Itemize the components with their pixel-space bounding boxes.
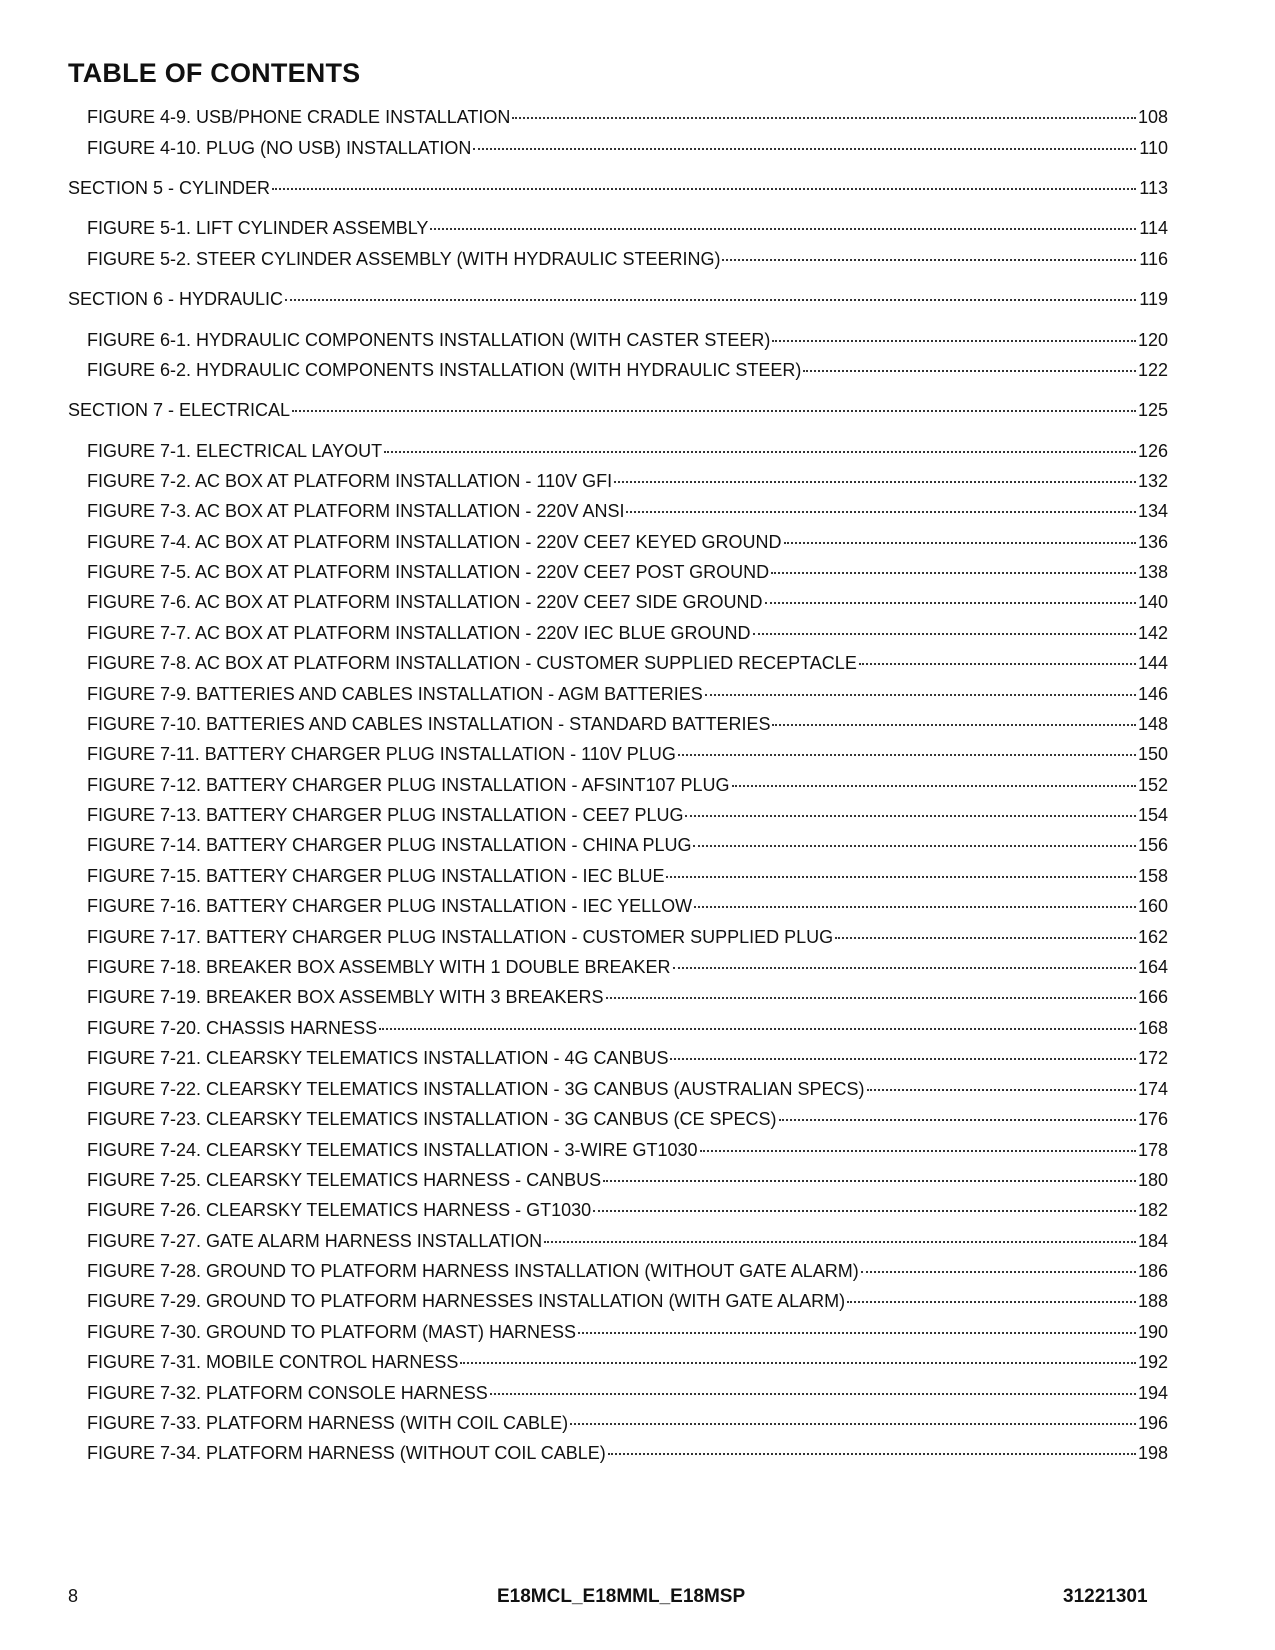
toc-entry-label: FIGURE 7-13. BATTERY CHARGER PLUG INSTALLATION - CEE7 PLUG [87, 805, 684, 825]
toc-dot-leader [603, 1180, 1136, 1182]
toc-dot-leader [608, 1453, 1136, 1455]
toc-entry-page-number: 174 [1137, 1079, 1168, 1099]
toc-entry-page-number: 178 [1137, 1140, 1168, 1160]
toc-entry-label: FIGURE 7-24. CLEARSKY TELEMATICS INSTALLATION - 3-WIRE GT1030 [87, 1140, 698, 1160]
toc-entry-label: FIGURE 6-2. HYDRAULIC COMPONENTS INSTALLATION (WITH HYDRAULIC STEER) [87, 360, 802, 380]
toc-figure-entry[interactable] [87, 1230, 1168, 1252]
toc-figure-entry[interactable] [87, 1412, 1168, 1434]
footer-model-name: E18MCL_E18MML_E18MSP [497, 1586, 746, 1607]
toc-entry-page-number: 158 [1137, 866, 1168, 886]
toc-entry-page-number: 198 [1137, 1443, 1168, 1463]
toc-figure-entry[interactable] [87, 622, 1168, 644]
toc-figure-entry[interactable] [87, 137, 1168, 159]
toc-entry-label: FIGURE 7-1. ELECTRICAL LAYOUT [87, 441, 383, 461]
toc-dot-leader [678, 754, 1136, 756]
toc-figure-entry[interactable] [87, 1199, 1168, 1221]
toc-entry-label: FIGURE 7-29. GROUND TO PLATFORM HARNESSES INSTALLATION (WITH GATE ALARM) [87, 1291, 846, 1311]
toc-entry-page-number: 120 [1137, 330, 1168, 350]
toc-figure-entry[interactable] [87, 106, 1168, 128]
toc-entry-page-number: 166 [1137, 987, 1168, 1007]
toc-figure-entry[interactable] [87, 652, 1168, 674]
toc-dot-leader [292, 410, 1136, 412]
toc-entry-label: FIGURE 7-6. AC BOX AT PLATFORM INSTALLATION - 220V CEE7 SIDE GROUND [87, 592, 763, 612]
toc-dot-leader [544, 1241, 1136, 1243]
toc-figure-entry[interactable] [87, 1108, 1168, 1130]
toc-entry-label: FIGURE 7-15. BATTERY CHARGER PLUG INSTALLATION - IEC BLUE [87, 866, 665, 886]
toc-dot-leader [772, 340, 1136, 342]
toc-dot-leader [512, 117, 1136, 119]
toc-dot-leader [753, 633, 1136, 635]
toc-entry-label: FIGURE 7-31. MOBILE CONTROL HARNESS [87, 1352, 459, 1372]
toc-dot-leader [272, 188, 1136, 190]
toc-entry-page-number: 122 [1137, 360, 1168, 380]
toc-entry-label: FIGURE 5-2. STEER CYLINDER ASSEMBLY (WITH HYDRAULIC STEERING) [87, 249, 721, 269]
toc-figure-entry[interactable] [87, 1017, 1168, 1039]
toc-dot-leader [460, 1362, 1136, 1364]
toc-entry-label: FIGURE 7-21. CLEARSKY TELEMATICS INSTALLATION - 4G CANBUS [87, 1048, 669, 1068]
toc-entry-label: FIGURE 7-25. CLEARSKY TELEMATICS HARNESS - CANBUS [87, 1170, 602, 1190]
toc-figure-entry[interactable] [87, 359, 1168, 381]
toc-entry-label: FIGURE 7-11. BATTERY CHARGER PLUG INSTALLATION - 110V PLUG [87, 744, 676, 764]
toc-entry-page-number: 126 [1137, 441, 1168, 461]
toc-entry-page-number: 138 [1137, 562, 1168, 582]
page-footer [0, 1586, 1275, 1616]
toc-dot-leader [593, 1210, 1136, 1212]
toc-entry-label: SECTION 7 - ELECTRICAL [68, 400, 291, 420]
toc-dot-leader [670, 1058, 1135, 1060]
toc-entry-label: FIGURE 4-9. USB/PHONE CRADLE INSTALLATION [87, 107, 511, 127]
toc-entry-label: FIGURE 7-26. CLEARSKY TELEMATICS HARNESS - GT1030 [87, 1200, 592, 1220]
toc-entry-page-number: 113 [1139, 178, 1168, 198]
toc-dot-leader [490, 1393, 1136, 1395]
toc-figure-entry[interactable] [87, 774, 1168, 796]
toc-dot-leader [732, 785, 1136, 787]
toc-entry-label: FIGURE 7-18. BREAKER BOX ASSEMBLY WITH 1 DOUBLE BREAKER [87, 957, 671, 977]
toc-entry-label: FIGURE 7-2. AC BOX AT PLATFORM INSTALLATION - 110V GFI [87, 471, 613, 491]
toc-dot-leader [685, 815, 1135, 817]
toc-entry-page-number: 156 [1137, 835, 1168, 855]
toc-entry-page-number: 192 [1137, 1352, 1168, 1372]
toc-entry-page-number: 182 [1137, 1200, 1168, 1220]
toc-entry-label: FIGURE 7-3. AC BOX AT PLATFORM INSTALLATION - 220V ANSI [87, 501, 625, 521]
toc-dot-leader [867, 1089, 1136, 1091]
toc-figure-entry[interactable] [87, 1047, 1168, 1069]
toc-figure-entry[interactable] [87, 804, 1168, 826]
toc-dot-leader [473, 148, 1136, 150]
toc-entry-page-number: 164 [1137, 957, 1168, 977]
toc-entry-page-number: 119 [1139, 289, 1168, 309]
toc-figure-entry[interactable] [87, 926, 1168, 948]
toc-entry-label: FIGURE 7-28. GROUND TO PLATFORM HARNESS INSTALLATION (WITHOUT GATE ALARM) [87, 1261, 859, 1281]
toc-entry-page-number: 190 [1137, 1322, 1168, 1342]
toc-entry-label: FIGURE 7-7. AC BOX AT PLATFORM INSTALLATION - 220V IEC BLUE GROUND [87, 623, 751, 643]
toc-figure-entry[interactable] [87, 1351, 1168, 1373]
toc-dot-leader [847, 1301, 1136, 1303]
toc-figure-entry[interactable] [87, 956, 1168, 978]
toc-entry-page-number: 146 [1137, 684, 1168, 704]
toc-dot-leader [693, 845, 1135, 847]
toc-entry-page-number: 196 [1137, 1413, 1168, 1433]
toc-figure-entry[interactable] [87, 217, 1168, 239]
toc-entry-page-number: 184 [1137, 1231, 1168, 1251]
toc-dot-leader [835, 937, 1136, 939]
toc-figure-entry[interactable] [87, 1442, 1168, 1464]
toc-dot-leader [705, 694, 1136, 696]
toc-dot-leader [765, 602, 1136, 604]
toc-entry-label: SECTION 5 - CYLINDER [68, 178, 271, 198]
toc-dot-leader [285, 299, 1136, 301]
toc-entry-label: FIGURE 6-1. HYDRAULIC COMPONENTS INSTALLATION (WITH CASTER STEER) [87, 330, 771, 350]
toc-dot-leader [666, 876, 1135, 878]
toc-entry-label: FIGURE 7-16. BATTERY CHARGER PLUG INSTALLATION - IEC YELLOW [87, 896, 693, 916]
toc-entry-label: FIGURE 7-34. PLATFORM HARNESS (WITHOUT COIL CABLE) [87, 1443, 606, 1463]
toc-figure-entry[interactable] [87, 591, 1168, 613]
toc-entry-label: SECTION 6 - HYDRAULIC [68, 289, 284, 309]
footer-document-number: 31221301 [1063, 1586, 1148, 1607]
toc-entry-label: FIGURE 4-10. PLUG (NO USB) INSTALLATION [87, 138, 472, 158]
toc-dot-leader [861, 1271, 1136, 1273]
toc-figure-entry[interactable] [87, 895, 1168, 917]
toc-entry-page-number: 132 [1137, 471, 1168, 491]
toc-entry-page-number: 134 [1137, 501, 1168, 521]
toc-dot-leader [606, 997, 1136, 999]
toc-entry-page-number: 136 [1137, 532, 1168, 552]
toc-entry-page-number: 116 [1139, 249, 1168, 269]
toc-section-entry[interactable] [68, 399, 1168, 421]
toc-figure-entry[interactable] [87, 440, 1168, 462]
toc-dot-leader [784, 542, 1136, 544]
toc-entry-page-number: 144 [1137, 653, 1168, 673]
toc-figure-entry[interactable] [87, 329, 1168, 351]
toc-dot-leader [771, 572, 1136, 574]
toc-figure-entry[interactable] [87, 1139, 1168, 1161]
toc-entry-label: FIGURE 7-23. CLEARSKY TELEMATICS INSTALLATION - 3G CANBUS (CE SPECS) [87, 1109, 777, 1129]
toc-entry-page-number: 194 [1137, 1383, 1168, 1403]
toc-entry-page-number: 152 [1137, 775, 1168, 795]
toc-entry-page-number: 172 [1137, 1048, 1168, 1068]
toc-dot-leader [614, 481, 1136, 483]
toc-entry-page-number: 140 [1137, 592, 1168, 612]
toc-dot-leader [779, 1119, 1136, 1121]
toc-figure-entry[interactable] [87, 683, 1168, 705]
toc-dot-leader [673, 967, 1136, 969]
toc-figure-entry[interactable] [87, 561, 1168, 583]
toc-entry-label: FIGURE 7-9. BATTERIES AND CABLES INSTALLATION - AGM BATTERIES [87, 684, 703, 704]
toc-entry-page-number: 125 [1137, 400, 1168, 420]
footer-page-number: 8 [68, 1586, 79, 1606]
toc-figure-entry[interactable] [87, 834, 1168, 856]
toc-figure-entry[interactable] [87, 1290, 1168, 1312]
toc-entry-page-number: 142 [1137, 623, 1168, 643]
toc-figure-entry[interactable] [87, 1169, 1168, 1191]
toc-figure-entry[interactable] [87, 1078, 1168, 1100]
toc-entry-label: FIGURE 7-33. PLATFORM HARNESS (WITH COIL CABLE) [87, 1413, 569, 1433]
toc-dot-leader [694, 906, 1136, 908]
toc-dot-leader [626, 511, 1135, 513]
toc-entry-page-number: 188 [1137, 1291, 1168, 1311]
toc-entry-label: FIGURE 7-4. AC BOX AT PLATFORM INSTALLATION - 220V CEE7 KEYED GROUND [87, 532, 782, 552]
toc-entry-page-number: 154 [1137, 805, 1168, 825]
toc-entry-label: FIGURE 7-17. BATTERY CHARGER PLUG INSTALLATION - CUSTOMER SUPPLIED PLUG [87, 927, 834, 947]
page-title: TABLE OF CONTENTS [68, 58, 361, 88]
toc-entry-page-number: 180 [1137, 1170, 1168, 1190]
toc-entry-label: FIGURE 7-10. BATTERIES AND CABLES INSTALLATION - STANDARD BATTERIES [87, 714, 771, 734]
toc-figure-entry[interactable] [87, 470, 1168, 492]
toc-entry-label: FIGURE 7-19. BREAKER BOX ASSEMBLY WITH 3 BREAKERS [87, 987, 604, 1007]
toc-entry-label: FIGURE 7-32. PLATFORM CONSOLE HARNESS [87, 1383, 488, 1403]
toc-entry-page-number: 168 [1137, 1018, 1168, 1038]
toc-dot-leader [578, 1332, 1136, 1334]
toc-dot-leader [803, 370, 1136, 372]
toc-entry-label: FIGURE 7-12. BATTERY CHARGER PLUG INSTALLATION - AFSINT107 PLUG [87, 775, 730, 795]
toc-entry-page-number: 176 [1137, 1109, 1168, 1129]
toc-entry-page-number: 114 [1139, 218, 1168, 238]
toc-entry-page-number: 186 [1137, 1261, 1168, 1281]
toc-entry-label: FIGURE 7-22. CLEARSKY TELEMATICS INSTALLATION - 3G CANBUS (AUSTRALIAN SPECS) [87, 1079, 865, 1099]
toc-figure-entry[interactable] [87, 713, 1168, 735]
toc-figure-entry[interactable] [87, 986, 1168, 1008]
toc-entry-label: FIGURE 5-1. LIFT CYLINDER ASSEMBLY [87, 218, 429, 238]
toc-dot-leader [772, 724, 1135, 726]
toc-figure-entry[interactable] [87, 531, 1168, 553]
toc-dot-leader [722, 259, 1136, 261]
toc-entry-page-number: 148 [1137, 714, 1168, 734]
toc-entry-page-number: 162 [1137, 927, 1168, 947]
toc-entry-page-number: 150 [1137, 744, 1168, 764]
toc-figure-entry[interactable] [87, 1382, 1168, 1404]
toc-figure-entry[interactable] [87, 1321, 1168, 1343]
toc-figure-entry[interactable] [87, 248, 1168, 270]
toc-dot-leader [430, 228, 1136, 230]
toc-entry-label: FIGURE 7-8. AC BOX AT PLATFORM INSTALLATION - CUSTOMER SUPPLIED RECEPTACLE [87, 653, 857, 673]
toc-entry-page-number: 108 [1137, 107, 1168, 127]
toc-dot-leader [379, 1028, 1136, 1030]
toc-entry-label: FIGURE 7-30. GROUND TO PLATFORM (MAST) HARNESS [87, 1322, 577, 1342]
toc-entry-label: FIGURE 7-5. AC BOX AT PLATFORM INSTALLATION - 220V CEE7 POST GROUND [87, 562, 770, 582]
toc-figure-entry[interactable] [87, 743, 1168, 765]
toc-entry-label: FIGURE 7-27. GATE ALARM HARNESS INSTALLATION [87, 1231, 543, 1251]
toc-dot-leader [859, 663, 1136, 665]
toc-entry-label: FIGURE 7-20. CHASSIS HARNESS [87, 1018, 378, 1038]
toc-dot-leader [570, 1423, 1136, 1425]
toc-dot-leader [700, 1150, 1136, 1152]
toc-figure-entry[interactable] [87, 1260, 1168, 1282]
toc-section-entry[interactable] [68, 177, 1168, 199]
toc-dot-leader [384, 451, 1136, 453]
toc-figure-entry[interactable] [87, 500, 1168, 522]
toc-figure-entry[interactable] [87, 865, 1168, 887]
toc-section-entry[interactable] [68, 288, 1168, 310]
toc-entry-label: FIGURE 7-14. BATTERY CHARGER PLUG INSTALLATION - CHINA PLUG [87, 835, 692, 855]
toc-entry-page-number: 110 [1139, 138, 1168, 158]
toc-entry-page-number: 160 [1137, 896, 1168, 916]
